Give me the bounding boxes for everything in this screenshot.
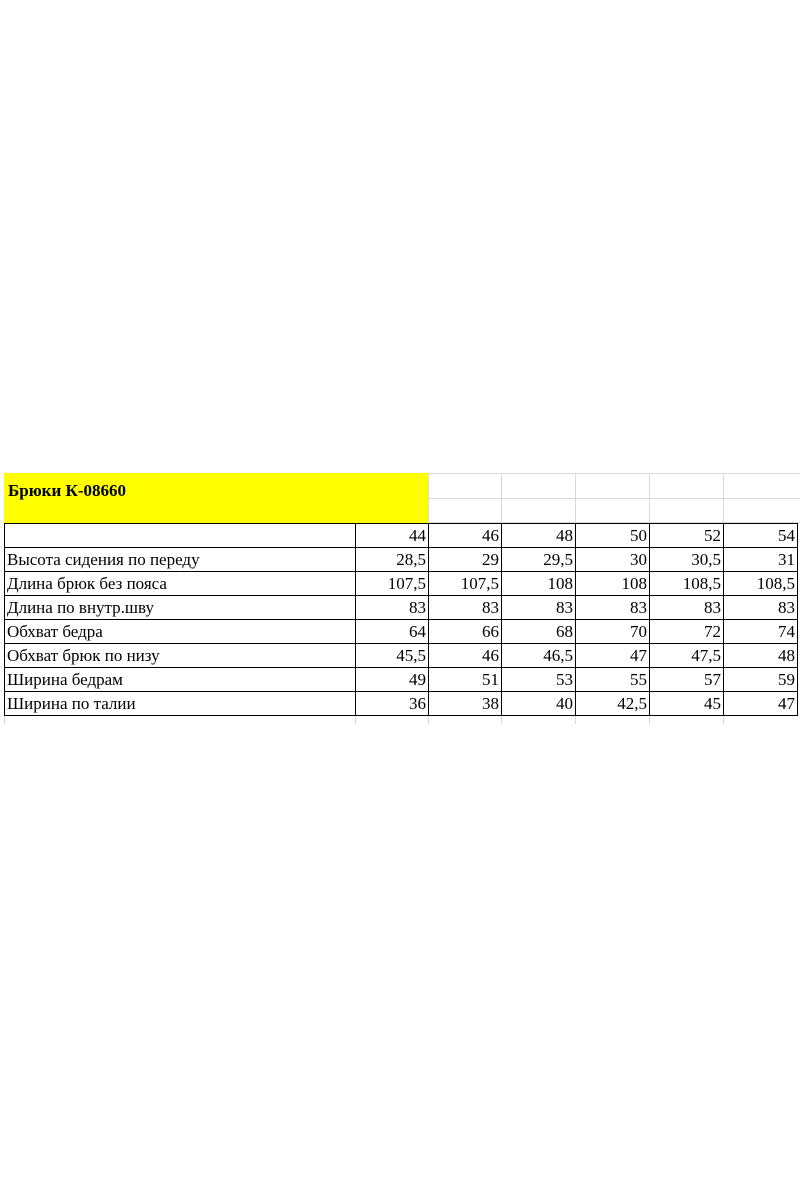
measurement-value-cell[interactable]: 64 [356, 620, 429, 644]
measurement-value-cell[interactable]: 108,5 [650, 572, 724, 596]
empty-cell[interactable] [723, 499, 797, 523]
empty-grid-row [428, 473, 800, 499]
empty-cell[interactable] [428, 499, 501, 523]
measurement-value-cell[interactable]: 46,5 [502, 644, 576, 668]
measurement-label-cell[interactable]: Длина по внутр.шву [5, 596, 356, 620]
header-corner-cell[interactable] [5, 524, 356, 548]
measurement-value-cell[interactable]: 38 [429, 692, 502, 716]
measurement-value-cell[interactable]: 70 [576, 620, 650, 644]
empty-cell[interactable] [428, 474, 501, 498]
measurement-value-cell[interactable]: 30,5 [650, 548, 724, 572]
measurement-value-cell[interactable]: 83 [356, 596, 429, 620]
empty-grid-footer [4, 716, 800, 724]
empty-cell[interactable] [501, 474, 575, 498]
empty-cell[interactable] [575, 474, 649, 498]
measurement-value-cell[interactable]: 51 [429, 668, 502, 692]
size-header-cell[interactable]: 52 [650, 524, 724, 548]
measurement-value-cell[interactable]: 45 [650, 692, 724, 716]
size-header-cell[interactable]: 44 [356, 524, 429, 548]
measurement-value-cell[interactable]: 66 [429, 620, 502, 644]
title-row [4, 473, 800, 523]
measurement-value-cell[interactable]: 29 [429, 548, 502, 572]
table-row [5, 620, 798, 644]
measurement-label-cell[interactable]: Обхват бедра [5, 620, 356, 644]
empty-grid-row [428, 499, 800, 524]
measurement-value-cell[interactable]: 83 [576, 596, 650, 620]
measurement-value-cell[interactable]: 108 [576, 572, 650, 596]
measurement-value-cell[interactable]: 30 [576, 548, 650, 572]
measurement-value-cell[interactable]: 108,5 [724, 572, 798, 596]
measurement-value-cell[interactable]: 83 [724, 596, 798, 620]
measurement-value-cell[interactable]: 46 [429, 644, 502, 668]
measurement-value-cell[interactable]: 31 [724, 548, 798, 572]
empty-cell[interactable] [501, 716, 575, 724]
empty-cell[interactable] [575, 499, 649, 523]
size-header-cell[interactable]: 46 [429, 524, 502, 548]
empty-cell[interactable] [649, 499, 723, 523]
measurement-value-cell[interactable]: 83 [502, 596, 576, 620]
measurement-value-cell[interactable]: 55 [576, 668, 650, 692]
empty-cell[interactable] [355, 716, 428, 724]
empty-cell[interactable] [649, 716, 723, 724]
measurement-value-cell[interactable]: 83 [650, 596, 724, 620]
measurement-value-cell[interactable]: 83 [429, 596, 502, 620]
measurement-value-cell[interactable]: 29,5 [502, 548, 576, 572]
empty-cell[interactable] [723, 474, 797, 498]
size-header-cell[interactable]: 48 [502, 524, 576, 548]
measurement-value-cell[interactable]: 47 [576, 644, 650, 668]
measurement-value-cell[interactable]: 40 [502, 692, 576, 716]
size-header-cell[interactable]: 50 [576, 524, 650, 548]
measurement-value-cell[interactable]: 53 [502, 668, 576, 692]
measurement-value-cell[interactable]: 107,5 [356, 572, 429, 596]
table-row [5, 596, 798, 620]
empty-cell[interactable] [501, 499, 575, 523]
measurement-value-cell[interactable]: 108 [502, 572, 576, 596]
empty-cell[interactable] [575, 716, 649, 724]
measurement-value-cell[interactable]: 47,5 [650, 644, 724, 668]
measurement-label-cell[interactable]: Ширина бедрам [5, 668, 356, 692]
measurement-value-cell[interactable]: 57 [650, 668, 724, 692]
size-table-body [5, 524, 798, 716]
table-row [5, 692, 798, 716]
measurement-value-cell[interactable]: 72 [650, 620, 724, 644]
measurement-value-cell[interactable]: 59 [724, 668, 798, 692]
empty-grid-area [428, 473, 800, 523]
measurement-value-cell[interactable]: 107,5 [429, 572, 502, 596]
measurement-value-cell[interactable]: 68 [502, 620, 576, 644]
measurement-value-cell[interactable]: 49 [356, 668, 429, 692]
size-header-row [5, 524, 798, 548]
measurement-label-cell[interactable]: Обхват брюк по низу [5, 644, 356, 668]
table-row [5, 644, 798, 668]
empty-cell[interactable] [4, 716, 355, 724]
measurement-value-cell[interactable]: 47 [724, 692, 798, 716]
measurement-value-cell[interactable]: 36 [356, 692, 429, 716]
table-row [5, 548, 798, 572]
measurement-value-cell[interactable]: 45,5 [356, 644, 429, 668]
measurement-label-cell[interactable]: Длина брюк без пояса [5, 572, 356, 596]
measurement-value-cell[interactable]: 48 [724, 644, 798, 668]
size-header-cell[interactable]: 54 [724, 524, 798, 548]
empty-cell[interactable] [428, 716, 501, 724]
empty-cell[interactable] [649, 474, 723, 498]
table-row [5, 572, 798, 596]
measurement-value-cell[interactable]: 74 [724, 620, 798, 644]
title-cell[interactable]: Брюки К-08660 [4, 473, 428, 523]
table-row [5, 668, 798, 692]
measurement-label-cell[interactable]: Ширина по талии [5, 692, 356, 716]
measurement-value-cell[interactable]: 28,5 [356, 548, 429, 572]
measurement-label-cell[interactable]: Высота сидения по переду [5, 548, 356, 572]
spreadsheet [4, 473, 800, 724]
size-table [4, 523, 798, 716]
measurement-value-cell[interactable]: 42,5 [576, 692, 650, 716]
empty-cell[interactable] [723, 716, 797, 724]
